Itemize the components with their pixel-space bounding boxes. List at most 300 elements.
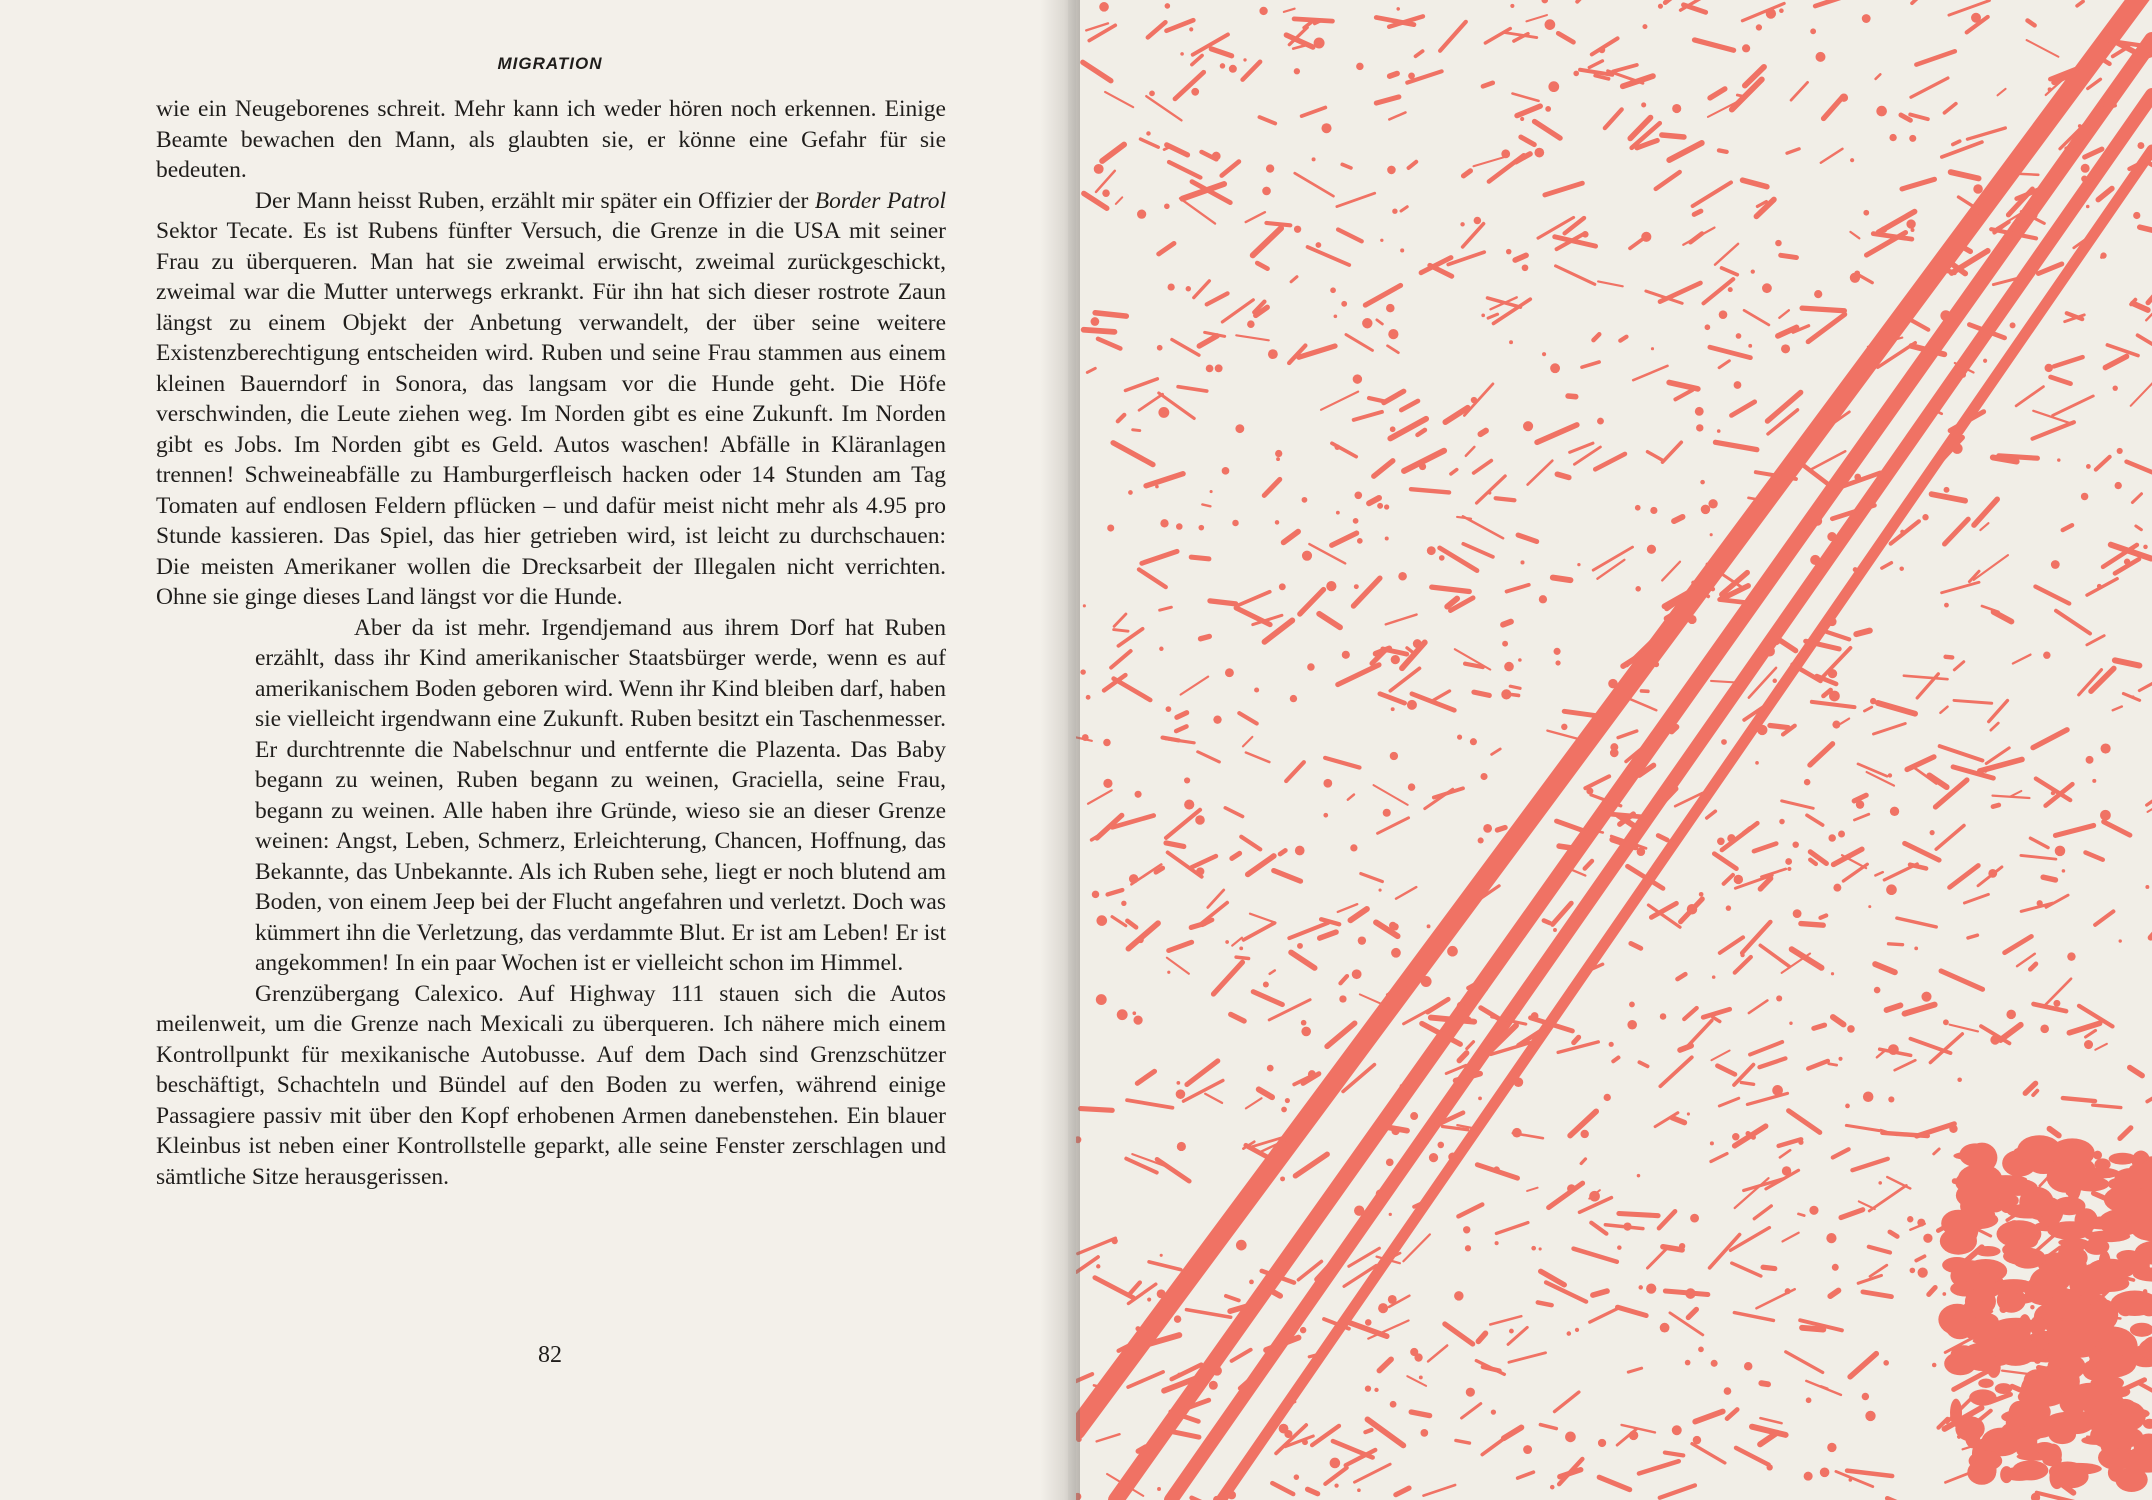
dense-brush bbox=[2001, 1409, 2047, 1424]
sketch-dot bbox=[1391, 655, 1400, 664]
sketch-dot bbox=[1096, 1264, 1100, 1268]
sketch-stroke bbox=[1172, 340, 1199, 356]
sketch-stroke bbox=[2033, 1091, 2037, 1095]
sketch-dot bbox=[1629, 1002, 1635, 1008]
sketch-stroke bbox=[1390, 668, 1419, 690]
sketch-stroke bbox=[1759, 1058, 1785, 1067]
sketch-dot bbox=[1390, 1401, 1397, 1408]
sketch-stroke bbox=[1354, 1464, 1390, 1482]
sketch-dot bbox=[1828, 834, 1836, 842]
sketch-dot bbox=[1748, 344, 1752, 348]
sketch-dot bbox=[1696, 424, 1703, 431]
sketch-dot bbox=[1870, 698, 1876, 704]
dense-brush bbox=[2037, 1366, 2064, 1379]
sketch-stroke bbox=[1199, 336, 1217, 346]
sketch-stroke bbox=[1138, 1447, 1145, 1451]
sketch-stroke bbox=[1243, 737, 1252, 747]
dense-brush bbox=[2058, 1238, 2088, 1247]
sketch-stroke bbox=[1483, 83, 1493, 86]
sketch-dot bbox=[1400, 248, 1404, 252]
sketch-dot bbox=[1155, 485, 1159, 489]
sketch-stroke bbox=[1974, 555, 2008, 580]
sketch-stroke bbox=[1631, 943, 1641, 948]
sketch-stroke bbox=[2147, 1080, 2152, 1101]
sketch-stroke bbox=[2120, 1128, 2131, 1139]
sketch-stroke bbox=[1719, 150, 1727, 151]
sketch-stroke bbox=[2087, 636, 2104, 645]
sketch-stroke bbox=[1396, 887, 1416, 899]
sketch-dot bbox=[1751, 269, 1755, 273]
sketch-dot bbox=[1990, 1035, 2000, 1045]
sketch-dot bbox=[1889, 134, 1896, 141]
sketch-stroke bbox=[1934, 1149, 1939, 1154]
sketch-stroke bbox=[1593, 334, 1599, 340]
sketch-stroke bbox=[1688, 1309, 1696, 1317]
sketch-dot bbox=[1589, 1191, 1600, 1202]
sketch-stroke bbox=[1384, 391, 1404, 402]
sketch-dot bbox=[1365, 1385, 1371, 1391]
sketch-dot bbox=[1635, 586, 1641, 592]
sketch-dot bbox=[1466, 1388, 1475, 1397]
sketch-stroke bbox=[1847, 1471, 1892, 1476]
sketch-stroke bbox=[1864, 707, 1871, 711]
sketch-stroke bbox=[1378, 818, 1409, 833]
sketch-dot bbox=[1387, 166, 1396, 175]
sketch-stroke bbox=[1954, 700, 1992, 703]
sketch-dot bbox=[1285, 1098, 1290, 1103]
sketch-dot bbox=[1385, 536, 1389, 540]
sketch-dot bbox=[1083, 604, 1086, 607]
sketch-dot bbox=[1419, 463, 1426, 470]
sketch-dot bbox=[1642, 24, 1647, 29]
page-number: 82 bbox=[538, 1342, 562, 1368]
sketch-stroke bbox=[1693, 182, 1731, 206]
sketch-dot bbox=[1174, 1315, 1181, 1322]
sketch-dot bbox=[1940, 310, 1951, 321]
sketch-dot bbox=[1463, 1226, 1470, 1233]
dense-brush bbox=[2018, 1314, 2031, 1340]
sketch-dot bbox=[1573, 71, 1579, 77]
sketch-stroke bbox=[2043, 877, 2055, 880]
sketch-dot bbox=[1145, 483, 1150, 488]
sketch-stroke bbox=[1440, 22, 1466, 51]
sketch-stroke bbox=[1949, 1, 1990, 16]
sketch-stroke bbox=[1622, 1425, 1655, 1433]
sketch-dot bbox=[2078, 124, 2082, 128]
sketch-dot bbox=[1239, 946, 1243, 950]
sketch-stroke bbox=[1932, 494, 1966, 501]
sketch-stroke bbox=[1639, 1062, 1647, 1066]
sketch-stroke bbox=[1456, 1074, 1481, 1081]
sketch-dot bbox=[1523, 1445, 1532, 1454]
sketch-stroke bbox=[1222, 162, 1239, 176]
sketch-dot bbox=[1888, 1044, 1899, 1055]
sketch-dot bbox=[1789, 1022, 1792, 1025]
sketch-stroke bbox=[1095, 1278, 1134, 1298]
sketch-stroke bbox=[1829, 1064, 1837, 1065]
sketch-stroke bbox=[1593, 1291, 1607, 1295]
sketch-stroke bbox=[1554, 1392, 1578, 1412]
sketch-stroke bbox=[1248, 856, 1274, 874]
sketch-stroke bbox=[1467, 1042, 1474, 1049]
sketch-dot bbox=[2145, 885, 2149, 889]
sketch-dot bbox=[1439, 928, 1445, 934]
sketch-dot bbox=[1294, 226, 1301, 233]
sketch-stroke bbox=[1852, 1159, 1887, 1170]
sketch-stroke bbox=[1503, 622, 1511, 625]
sketch-stroke bbox=[1760, 945, 1789, 966]
sketch-stroke bbox=[1360, 994, 1384, 1005]
sketch-dot bbox=[1388, 1295, 1397, 1304]
sketch-dot bbox=[2115, 85, 2121, 91]
sketch-stroke bbox=[1463, 544, 1493, 557]
sketch-dot bbox=[1687, 1112, 1690, 1115]
sketch-dot bbox=[1243, 58, 1246, 61]
sketch-stroke bbox=[2096, 457, 2110, 470]
dense-brush bbox=[2009, 1239, 2027, 1265]
sketch-stroke bbox=[1428, 1346, 1447, 1362]
sketch-dot bbox=[1465, 1245, 1471, 1251]
sketch-stroke bbox=[1595, 454, 1625, 469]
sketch-stroke bbox=[2127, 462, 2152, 476]
sketch-stroke bbox=[1833, 849, 1862, 864]
sketch-dot bbox=[1555, 660, 1560, 665]
sketch-dot bbox=[1356, 63, 1363, 70]
sketch-stroke bbox=[1512, 695, 1518, 696]
sketch-stroke bbox=[1376, 97, 1399, 103]
sketch-dot bbox=[1779, 819, 1785, 825]
sketch-stroke bbox=[1112, 917, 1126, 926]
sketch-stroke bbox=[1560, 1470, 1581, 1477]
sketch-dot bbox=[1279, 1424, 1289, 1434]
dense-brush bbox=[1975, 1246, 2000, 1256]
sketch-stroke bbox=[2030, 964, 2036, 969]
sketch-dot bbox=[1501, 149, 1510, 158]
sketch-stroke bbox=[1084, 330, 1115, 332]
sketch-stroke bbox=[1824, 97, 1843, 118]
sketch-dot bbox=[1756, 24, 1762, 30]
sketch-stroke bbox=[2016, 387, 2043, 406]
sketch-stroke bbox=[2139, 1383, 2152, 1395]
sketch-stroke bbox=[1140, 139, 1158, 147]
sketch-dot bbox=[1295, 846, 1305, 856]
sketch-stroke bbox=[1850, 1354, 1876, 1377]
sketch-stroke bbox=[1259, 1089, 1272, 1097]
sketch-stroke bbox=[1720, 937, 1743, 953]
sketch-dot bbox=[1413, 639, 1422, 648]
sketch-dot bbox=[1554, 648, 1561, 655]
sketch-dot bbox=[2067, 94, 2074, 101]
sketch-dot bbox=[1330, 287, 1336, 293]
sketch-dot bbox=[1806, 1397, 1812, 1403]
sketch-dot bbox=[1766, 8, 1776, 18]
sketch-dot bbox=[1873, 366, 1876, 369]
sketch-dot bbox=[1495, 1241, 1499, 1245]
sketch-dot bbox=[1539, 1247, 1542, 1250]
sketch-dot bbox=[1279, 583, 1286, 590]
sketch-dot bbox=[1804, 1472, 1813, 1481]
sketch-dot bbox=[1157, 1487, 1161, 1491]
sketch-dot bbox=[1421, 976, 1432, 987]
sketch-stroke bbox=[1490, 1316, 1521, 1324]
sketch-stroke bbox=[2104, 822, 2130, 835]
sketch-dot bbox=[1480, 773, 1487, 780]
sketch-dot bbox=[1943, 1019, 1949, 1025]
sketch-dot bbox=[2006, 1010, 2016, 1020]
sketch-stroke bbox=[1980, 523, 1988, 530]
sketch-dot bbox=[1168, 283, 1175, 290]
sketch-stroke bbox=[2132, 494, 2141, 503]
sketch-stroke bbox=[2021, 855, 2056, 859]
sketch-stroke bbox=[1778, 327, 1797, 336]
sketch-dot bbox=[1910, 1268, 1916, 1274]
sketch-stroke bbox=[1719, 1098, 1738, 1106]
sketch-stroke bbox=[1905, 1005, 1935, 1014]
dense-brush bbox=[2047, 1321, 2074, 1341]
sketch-stroke bbox=[1942, 142, 1982, 157]
sketch-dot bbox=[1917, 1219, 1925, 1227]
dense-brush bbox=[2045, 1142, 2061, 1158]
sketch-dot bbox=[1826, 1233, 1836, 1243]
sketch-dot bbox=[1854, 270, 1860, 276]
sketch-dot bbox=[1160, 1254, 1163, 1257]
sketch-dot bbox=[1957, 1077, 1962, 1082]
sketch-dot bbox=[1407, 1222, 1410, 1225]
sketch-dot bbox=[1580, 1130, 1588, 1138]
sketch-dot bbox=[1290, 695, 1297, 702]
sketch-dot bbox=[1541, 0, 1548, 3]
sketch-stroke bbox=[1239, 713, 1256, 723]
sketch-stroke bbox=[1319, 614, 1340, 627]
sketch-stroke bbox=[1553, 578, 1571, 581]
sketch-stroke bbox=[1432, 587, 1470, 591]
sketch-dot bbox=[1275, 450, 1282, 457]
sketch-dot bbox=[1685, 1360, 1691, 1366]
sketch-dot bbox=[1658, 4, 1663, 9]
sketch-stroke bbox=[1870, 1265, 1887, 1276]
left-page bbox=[0, 0, 1068, 1500]
sketch-stroke bbox=[1407, 1376, 1426, 1386]
sketch-dot bbox=[1462, 890, 1472, 900]
dense-brush bbox=[1948, 1260, 1988, 1275]
sketch-dot bbox=[1911, 228, 1915, 232]
sketch-dot bbox=[1831, 972, 1834, 975]
sketch-dot bbox=[1165, 3, 1171, 9]
sketch-stroke bbox=[1175, 72, 1204, 99]
dense-brush bbox=[2129, 1263, 2150, 1272]
dense-brush bbox=[2117, 1301, 2134, 1316]
sketch-dot bbox=[1096, 994, 1107, 1005]
sketch-stroke bbox=[1750, 1042, 1782, 1055]
sketch-stroke bbox=[1365, 1430, 1371, 1432]
sketch-stroke bbox=[1198, 752, 1220, 762]
sketch-stroke bbox=[1760, 1418, 1781, 1423]
dense-brush bbox=[2042, 1453, 2062, 1466]
sketch-dot bbox=[1457, 1008, 1466, 1017]
sketch-stroke bbox=[1663, 442, 1682, 462]
sketch-dot bbox=[1186, 286, 1191, 291]
sketch-stroke bbox=[1605, 109, 1622, 128]
sketch-stroke bbox=[1270, 970, 1275, 973]
dense-brush bbox=[1961, 1317, 2003, 1341]
sketch-stroke bbox=[1286, 762, 1304, 781]
sketch-dot bbox=[1111, 1238, 1117, 1244]
sketch-stroke bbox=[1114, 630, 1128, 632]
sketch-dot bbox=[1132, 1011, 1136, 1015]
sketch-stroke bbox=[1846, 1125, 1879, 1130]
dense-brush bbox=[2054, 1465, 2088, 1488]
sketch-stroke bbox=[1095, 313, 1126, 316]
sketch-dot bbox=[1881, 226, 1888, 233]
sketch-stroke bbox=[1722, 823, 1757, 850]
border-patrol-italic: Border Patrol bbox=[814, 187, 947, 214]
sketch-stroke bbox=[1787, 149, 1799, 153]
dense-brush bbox=[2017, 1426, 2037, 1455]
sketch-dot bbox=[1810, 28, 1816, 34]
sketch-dot bbox=[1687, 615, 1696, 624]
sketch-stroke bbox=[1139, 569, 1166, 587]
sketch-dot bbox=[1531, 1012, 1539, 1020]
sketch-stroke bbox=[1875, 872, 1882, 875]
sketch-stroke bbox=[1633, 366, 1667, 380]
sketch-stroke bbox=[1754, 1206, 1771, 1219]
sketch-dot bbox=[1491, 1409, 1496, 1414]
sketch-stroke bbox=[1244, 923, 1275, 940]
sketch-stroke bbox=[1692, 1444, 1725, 1463]
sketch-stroke bbox=[1102, 145, 1124, 161]
sketch-dot bbox=[1275, 520, 1280, 525]
sketch-stroke bbox=[1401, 207, 1407, 211]
sketch-stroke bbox=[1340, 976, 1347, 983]
sketch-dot bbox=[1460, 222, 1464, 226]
sketch-stroke bbox=[1361, 874, 1382, 882]
sketch-stroke bbox=[1482, 1431, 1514, 1454]
sketch-dot bbox=[1766, 1464, 1772, 1470]
sketch-dot bbox=[1107, 525, 1114, 532]
sketch-stroke bbox=[1485, 29, 1510, 43]
sketch-stroke bbox=[1105, 92, 1133, 107]
sketch-dot bbox=[1307, 663, 1315, 671]
sketch-stroke bbox=[2032, 422, 2073, 439]
sketch-dot bbox=[1545, 19, 1556, 30]
sketch-dot bbox=[1160, 519, 1168, 527]
sketch-dot bbox=[1209, 1381, 1218, 1390]
sketch-stroke bbox=[1660, 283, 1700, 302]
sketch-stroke bbox=[1169, 162, 1200, 177]
sketch-dot bbox=[1159, 647, 1163, 651]
sketch-stroke bbox=[1974, 499, 1997, 525]
sketch-dot bbox=[1732, 1133, 1739, 1140]
sketch-stroke bbox=[1802, 308, 1844, 311]
sketch-stroke bbox=[1458, 1205, 1482, 1217]
sketch-dot bbox=[1478, 1096, 1482, 1100]
sketch-stroke bbox=[1390, 419, 1426, 439]
sketch-dot bbox=[1407, 1154, 1416, 1163]
sketch-stroke bbox=[1875, 964, 1895, 972]
sketch-stroke bbox=[1735, 957, 1751, 973]
sketch-dot bbox=[2086, 756, 2094, 764]
sketch-dot bbox=[1302, 497, 1308, 503]
sketch-stroke bbox=[1910, 1039, 1950, 1053]
sketch-stroke bbox=[1628, 1368, 1641, 1372]
sketch-dot bbox=[1092, 891, 1099, 898]
sketch-stroke bbox=[2028, 21, 2035, 26]
sketch-dot bbox=[1550, 363, 1560, 373]
sketch-dot bbox=[1300, 1327, 1306, 1333]
sketch-stroke bbox=[1231, 1014, 1244, 1021]
sketch-dot bbox=[1932, 1363, 1937, 1368]
sketch-stroke bbox=[1617, 1307, 1646, 1315]
sketch-stroke bbox=[1350, 909, 1367, 920]
sketch-dot bbox=[1249, 1280, 1254, 1285]
sketch-dot bbox=[1627, 1020, 1637, 1030]
sketch-stroke bbox=[1884, 864, 1917, 880]
sketch-dot bbox=[1339, 995, 1346, 1002]
sketch-stroke bbox=[1812, 702, 1855, 707]
sketch-stroke bbox=[2133, 303, 2148, 310]
sketch-stroke bbox=[1917, 1124, 1955, 1136]
sketch-dot bbox=[1878, 1181, 1882, 1185]
sketch-dot bbox=[1360, 910, 1364, 914]
sketch-stroke bbox=[1713, 1017, 1720, 1021]
sketch-stroke bbox=[1081, 1109, 1113, 1111]
sketch-dot bbox=[1386, 304, 1395, 313]
sketch-dot bbox=[1357, 1488, 1361, 1492]
sketch-dot bbox=[1146, 131, 1151, 136]
sketch-dot bbox=[1856, 800, 1864, 808]
dense-brush bbox=[1950, 1399, 1962, 1427]
sketch-dot bbox=[2051, 560, 2060, 569]
sketch-stroke bbox=[1377, 320, 1383, 324]
sketch-dot bbox=[1481, 313, 1485, 317]
sketch-dot bbox=[1531, 1246, 1536, 1251]
sketch-stroke bbox=[1180, 198, 1215, 223]
sketch-stroke bbox=[1167, 145, 1188, 155]
dense-brush bbox=[1941, 1210, 1975, 1237]
sketch-stroke bbox=[1166, 810, 1200, 838]
sketch-stroke bbox=[2053, 396, 2094, 415]
sketch-dot bbox=[1883, 1360, 1889, 1366]
sketch-dot bbox=[1610, 749, 1619, 758]
sketch-stroke bbox=[1802, 1328, 1823, 1330]
sketch-stroke bbox=[1890, 1232, 1897, 1237]
sketch-stroke bbox=[2139, 678, 2152, 690]
sketch-stroke bbox=[1658, 835, 1667, 840]
sketch-stroke bbox=[1737, 95, 1745, 97]
sketch-stroke bbox=[1714, 854, 1736, 869]
sketch-stroke bbox=[1841, 719, 1849, 724]
sketch-stroke bbox=[1843, 864, 1867, 881]
dense-brush bbox=[2004, 1294, 2035, 1304]
sketch-dot bbox=[1478, 837, 1484, 843]
sketch-stroke bbox=[1760, 1433, 1777, 1445]
sketch-stroke bbox=[1139, 394, 1163, 410]
sketch-stroke bbox=[1211, 49, 1231, 56]
sketch-stroke bbox=[1564, 711, 1601, 716]
sketch-dot bbox=[1133, 1015, 1142, 1024]
sketch-dot bbox=[1899, 566, 1903, 570]
sketch-dot bbox=[1137, 937, 1143, 943]
dense-brush bbox=[1969, 1389, 1996, 1405]
sketch-stroke bbox=[2000, 1025, 2020, 1040]
sketch-stroke bbox=[1747, 1093, 1787, 1104]
dense-brush bbox=[2076, 1273, 2108, 1294]
sketch-stroke bbox=[1309, 544, 1345, 563]
dense-brush bbox=[2094, 1158, 2110, 1170]
sketch-dot bbox=[1342, 651, 1350, 659]
paragraph-2-lead: Der Mann heisst Ruben, erzählt mir später ein Offizier der bbox=[255, 187, 815, 214]
sketch-stroke bbox=[1613, 1058, 1618, 1062]
